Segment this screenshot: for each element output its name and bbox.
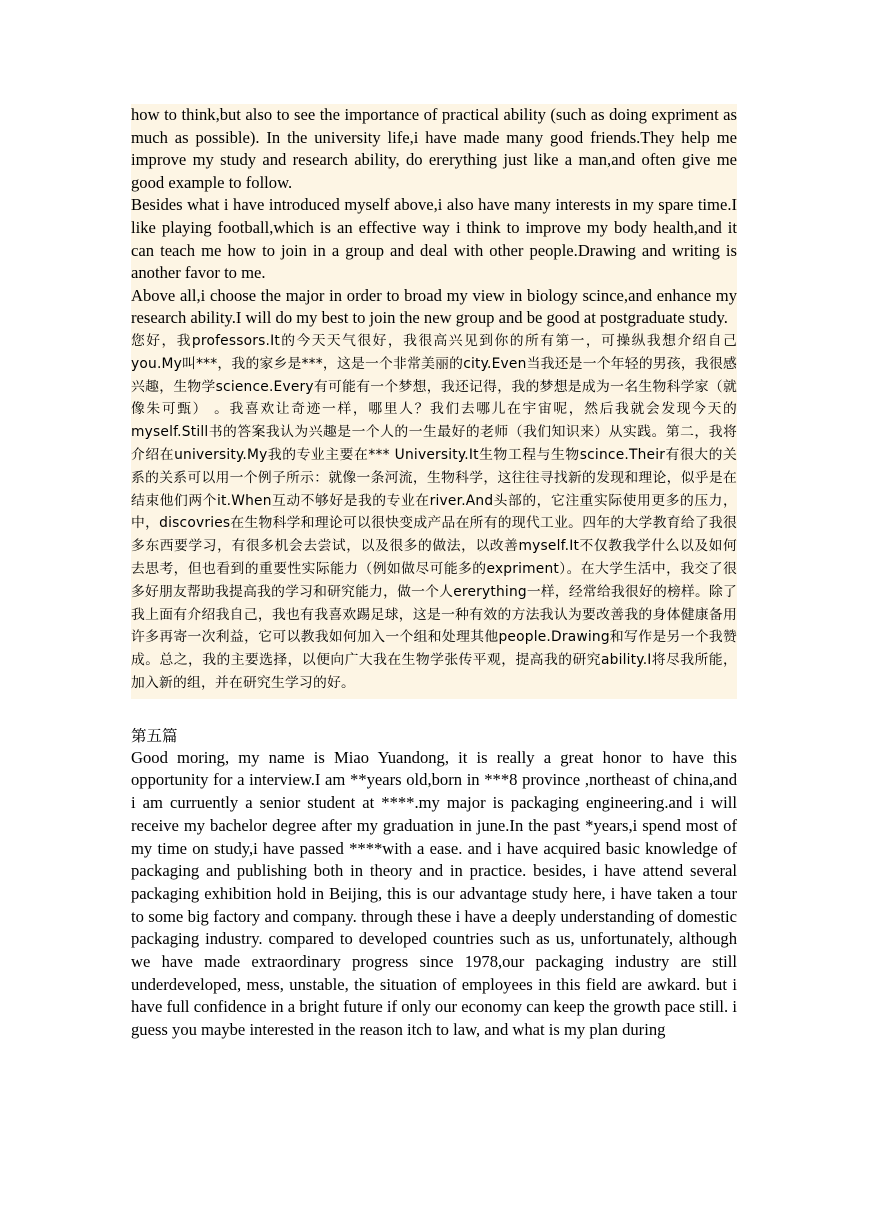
highlighted-block: [131, 104, 737, 699]
paragraph-conclusion: Above all,i choose the major in order to broad my view in biology scince,and enhance my research ability.I will do my best to join the new group and be good at postgraduate study.: [131, 285, 737, 328]
document-page: [131, 104, 737, 1042]
paragraph-interests: Besides what i have introduced myself above,i also have many interests in my spare time.I like playing football,which is an effective way i think to improve my body health,and it can teach me how to join in a group and deal with other people.Drawing and writing is another favor to me.: [131, 195, 737, 283]
paragraph-thinking-and-friends: how to think,but also to see the importance of practical ability (such as doing expriment as much as possible). In the university life,i have made many good friends.They help me improve my study and research ability, do ererything just like a man,and often give me good example to follow.: [131, 105, 737, 192]
paragraph-chinese-translation: 您好，我professors.It的今天天气很好，我很高兴见到你的所有第一，可操纵我想介绍自己you.My叫***，我的家乡是***，这是一个非常美丽的city.Even当我还是一个年轻的男孩，我很感兴趣，生物学science.Every有可能有一个梦想，我还记得，我的梦想是成为一名生物科学家（就像朱可甄） 。我喜欢让奇迹一样，哪里人？我们去哪儿在宇宙呢，然后我就会发现今天的myself.Still书的答案我认为兴趣是一个人的一生最好的老师（我们知识来）从实践。第二，我将介绍在university.My我的专业主要在*** University.It生物工程与生物scince.Their有很大的关系的关系可以用一个例子所示：就像一条河流，生物科学，这往往寻找新的发现和理论，似乎是在结束他们两个it.When互动不够好是我的专业在river.And头部的，它注重实际使用更多的压力，中，discovries在生物科学和理论可以很快变成产品在所有的现代工业。四年的大学教育给了我很多东西要学习，有很多机会去尝试，以及很多的做法，以改善myself.It不仅教我学什么以及如何去思考，但也看到的重要性实际能力（例如做尽可能多的expriment）。在大学生活中，我交了很多好朋友帮助我提高我的学习和研究能力，做一个人ererything一样，经常给我很好的榜样。除了我上面有介绍我自己，我也有我喜欢踢足球，这是一种有效的方法我认为要改善我的身体健康备用许多再寄一次利益，它可以教我如何加入一个组和处理其他people.Drawing和写作是另一个我赞成。总之，我的主要选择，以便向广大我在生物学张传平观，提高我的研究ability.I将尽我所能，加入新的组，并在研究生学习的好。: [131, 332, 737, 691]
section-title: 第五篇: [131, 726, 178, 745]
section-body-paragraph: Good moring, my name is Miao Yuandong, it is really a great honor to have this opportunity for a interview.I am **years old,born in ***8 province ,northeast of china,and i am curruently a senior student at ****.my major is packaging engineering.and i will receive my bachelor degree after my graduation in june.In the past *years,i spend most of my time on study,i have passed ****with a ease. and i have acquired basic knowledge of packaging and publishing both in theory and in practice. besides, i have attend several packaging exhibition hold in Beijing, this is our advantage study here, i have taken a tour to some big factory and company. through these i have a deeply understanding of domestic packaging industry. compared to developed countries such as us, unfortunately, although we have made extraordinary progress since 1978,our packaging industry are still underdeveloped, mess, unstable, the situation of employees in this field are awkard. but i have full confidence in a bright future if only our economy can keep the growth pace still. i guess you maybe interested in the reason itch to law, and what is my plan during: [131, 747, 737, 1040]
